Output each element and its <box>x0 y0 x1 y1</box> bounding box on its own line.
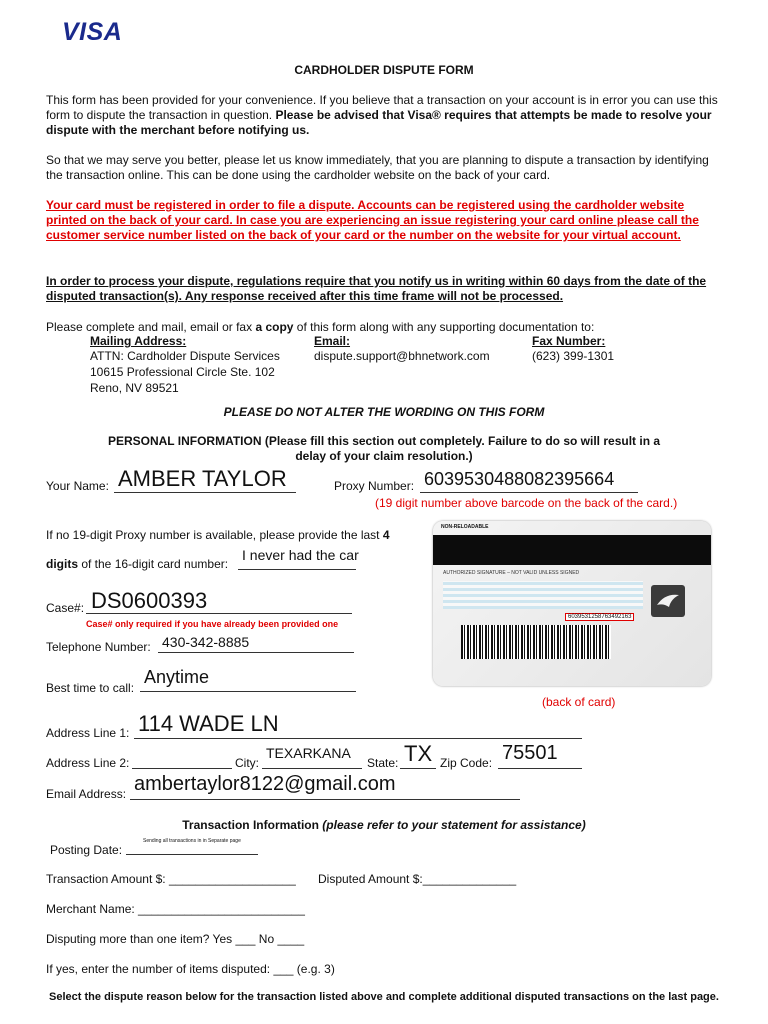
mailing-address-line3: Reno, NV 89521 <box>90 381 179 395</box>
fax-value: (623) 399-1301 <box>532 349 615 363</box>
last4-label <box>46 557 228 571</box>
city-label: City: <box>235 756 259 770</box>
no-alter-notice: PLEASE DO NOT ALTER THE WORDING ON THIS FORM <box>223 405 545 419</box>
email-underline <box>130 799 520 800</box>
barcode <box>461 625 611 659</box>
address2-underline[interactable] <box>132 768 232 769</box>
back-of-card-caption: (back of card) <box>542 695 616 709</box>
transaction-heading <box>0 818 768 832</box>
zip-field[interactable]: 75501 <box>502 742 558 764</box>
magnetic-stripe <box>433 535 711 565</box>
intro-p1-text: This form has been provided for your convenience. If you believe that a transaction on your account is in error you can use this form to dispute the transaction in question. <box>46 93 718 122</box>
instr-text-2: of this form along with any supporting documentation to: <box>293 320 595 334</box>
email-contact-value[interactable]: dispute.support@bhnetwork.com <box>314 349 490 363</box>
city-underline <box>262 768 362 769</box>
posting-date-label: Posting Date: <box>50 843 123 857</box>
fax-label: Fax Number: <box>532 334 606 348</box>
state-underline <box>400 768 436 769</box>
dove-hologram-icon <box>651 585 685 617</box>
mailing-address-line2: 10615 Professional Circle Ste. 102 <box>90 365 275 379</box>
email-contact-label: Email: <box>314 334 351 348</box>
proxy-underline <box>420 492 638 493</box>
personal-info-heading-2: delay of your claim resolution.) <box>295 449 473 463</box>
address2-label: Address Line 2: <box>46 756 130 770</box>
personal-info-heading-1: PERSONAL INFORMATION (Please fill this section out completely. Failure to do so will result in a <box>107 434 661 448</box>
merchant-name-field[interactable]: Merchant Name: _________________________ <box>46 902 305 916</box>
instr-text-1: Please complete and mail, email or fax <box>46 320 256 334</box>
name-underline <box>114 492 296 493</box>
transaction-heading-bold: Transaction Information <box>182 818 323 832</box>
card-proxy-number: 6039531258763492163 <box>565 613 634 621</box>
deadline-notice: In order to process your dispute, regulations require that you notify us in writing within 60 days from the date of the disputed transaction(s). Any response received after this time frame will not be processed. <box>46 274 707 303</box>
state-field[interactable]: TX <box>404 741 433 766</box>
name-field[interactable]: AMBER TAYLOR <box>118 466 287 491</box>
form-title: CARDHOLDER DISPUTE FORM <box>294 63 474 77</box>
phone-field[interactable]: 430-342-8885 <box>162 634 250 650</box>
posting-date-underline <box>126 854 258 855</box>
zip-underline <box>498 768 582 769</box>
last4-text-c: digits <box>46 557 78 571</box>
card-back-image <box>433 521 711 686</box>
last4-field[interactable]: I never had the car <box>242 547 359 563</box>
address1-underline <box>134 738 582 739</box>
phone-underline <box>158 652 354 653</box>
intro-paragraph-2: So that we may serve you better, please let us know immediately, that you are planning to dispute a transaction by identifying the transaction online. This can be done using the cardholder website on the back of your card. <box>46 153 709 182</box>
submission-instructions <box>46 320 722 335</box>
registration-warning: Your card must be registered in order to file a dispute. Accounts can be registered using the cardholder website printed on the back of your card. In case you are experiencing an issue registering your card online please call the customer service number listed on the back of your card or the number on the website for your virtual account. <box>46 198 699 242</box>
name-label: Your Name: <box>46 479 109 493</box>
city-field[interactable]: TEXARKANA <box>266 745 351 761</box>
besttime-label: Best time to call: <box>46 681 135 695</box>
mailing-address-line1: ATTN: Cardholder Dispute Services <box>90 349 280 363</box>
last4-instruction <box>46 528 390 542</box>
state-label: State: <box>367 756 399 770</box>
address1-label: Address Line 1: <box>46 726 130 740</box>
zip-label: Zip Code: <box>440 756 493 770</box>
proxy-label: Proxy Number: <box>334 479 415 493</box>
transaction-heading-italic: (please refer to your statement for assistance) <box>322 818 586 832</box>
email-field[interactable]: ambertaylor8122@gmail.com <box>134 773 396 795</box>
multiple-items-field[interactable]: Disputing more than one item? Yes ___ No ____ <box>46 932 305 946</box>
email-label: Email Address: <box>46 787 127 801</box>
address1-field[interactable]: 114 WADE LN <box>138 711 279 736</box>
last4-text-a: If no 19-digit Proxy number is available, please provide the last <box>46 528 383 542</box>
instr-text-bold: a copy <box>255 320 294 334</box>
proxy-field[interactable]: 603953048808239566​4 <box>424 469 615 489</box>
card-signature-text: AUTHORIZED SIGNATURE – NOT VALID UNLESS SIGNED <box>443 570 580 576</box>
case-note: Case# only required if you have already been provided one <box>86 619 339 629</box>
posting-date-field[interactable]: Sending all transactions in in Separate page <box>143 838 241 844</box>
last4-text-b: 4 <box>382 528 390 542</box>
case-field[interactable]: DS0600393 <box>91 588 208 613</box>
mailing-address-label: Mailing Address: <box>90 334 187 348</box>
case-label: Case#: <box>46 601 85 615</box>
items-count-field[interactable]: If yes, enter the number of items disputed: ___ (e.g. 3) <box>46 962 335 976</box>
last4-text-d: of the 16-digit card number: <box>78 557 229 571</box>
visa-logo: VISA <box>62 18 123 46</box>
transaction-amount-field[interactable]: Transaction Amount $: ___________________ <box>46 872 296 886</box>
card-nonreload-text: NON-RELOADABLE <box>441 524 489 530</box>
besttime-field[interactable]: Anytime <box>144 667 210 687</box>
proxy-note: (19 digit number above barcode on the back of the card.) <box>375 496 678 510</box>
last4-underline <box>238 569 356 570</box>
disputed-amount-field[interactable]: Disputed Amount $:______________ <box>318 872 517 886</box>
besttime-underline <box>140 691 356 692</box>
intro-paragraph-1 <box>46 93 722 138</box>
signature-panel <box>443 581 643 609</box>
intro-p1-bold: Please be advised that Visa® requires that attempts be made to resolve your dispute with the merchant before notifying us. <box>46 108 712 137</box>
dispute-reason-instruction: Select the dispute reason below for the transaction listed above and complete additional disputed transactions on the last page. <box>49 991 719 1003</box>
phone-label: Telephone Number: <box>46 640 151 654</box>
